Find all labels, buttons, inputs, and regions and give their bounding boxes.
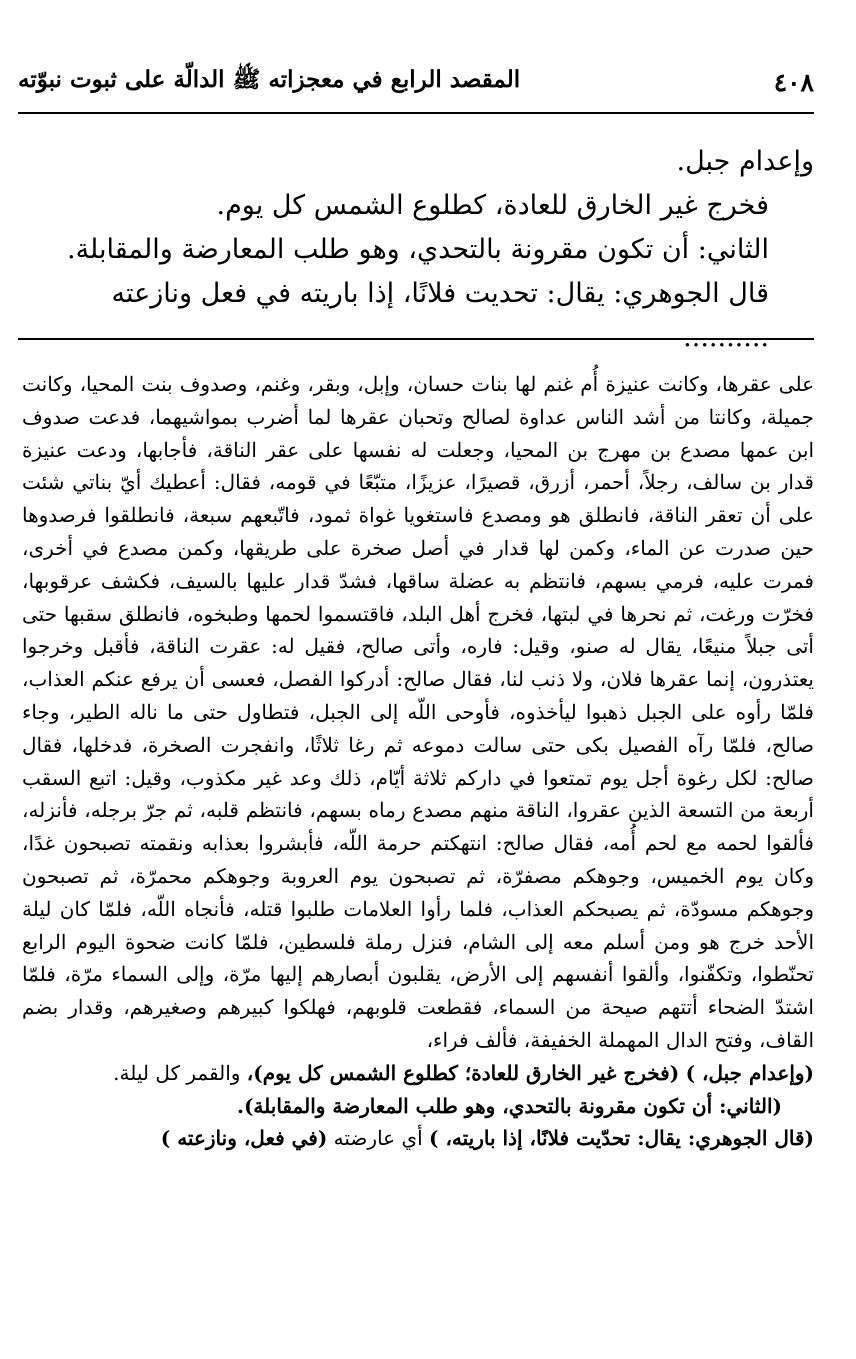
commentary	[22, 368, 814, 1155]
separator-rule	[18, 338, 814, 340]
running-title: المقصد الرابع في معجزاته ﷺ الدالّة على ثبوت نبوّته	[18, 66, 521, 93]
quoted-matn: (الثاني: أن تكون مقرونة بالتحدي، وهو طلب المعارضة والمقابلة).	[236, 1093, 782, 1118]
main-line: فخرج غير الخارق للعادة، كطلوع الشمس كل يوم.	[216, 190, 769, 221]
commentary-line	[22, 1057, 814, 1090]
commentary-text: والقمر كل ليلة.	[113, 1060, 241, 1085]
quoted-matn: (في فعل، ونازعته )	[160, 1126, 328, 1151]
commentary-text: أي عارضته	[333, 1126, 423, 1151]
page-header	[18, 60, 814, 104]
main-line: الثاني: أن تكون مقرونة بالتحدي، وهو طلب المعارضة والمقابلة.	[67, 234, 769, 265]
main-line: قال الجوهري: يقال: تحديت فلانًا، إذا باريته في فعل ونازعته ..........	[111, 278, 769, 353]
commentary-line	[22, 1090, 814, 1123]
quoted-matn: (وإعدام جبل، )	[685, 1060, 814, 1085]
page-number: ٤٠٨	[773, 67, 814, 97]
header-rule	[18, 112, 814, 114]
main-text	[24, 140, 814, 360]
quoted-matn: (قال الجوهري: يقال: تحدّيت فلانًا، إذا باريته، )	[429, 1126, 814, 1151]
commentary-body: على عقرها، وكانت عنيزة أُم غنم لها بنات حسان، وإبل، وبقر، وغنم، وصدوف بنت المحيا، وكانت جميلة، وكانتا من أشد الناس عداوة لصالح وتحبان عقرها لما أضرب بمواشيهما، فدعت صدوف ابن عمها مصدع بن مهرج بن المحيا، وجعلت له نفسها على عقر الناقة، فأجابها، ودعت عنيزة قدار بن سالف، رجلاً، أحمر، أزرق، قصيرًا، عزيزًا، متبّعًا في قومه، فقال: أعطيك أيّ بناتي شئت على أن تعقر الناقة، فانطلق هو ومصدع فاستغويا غواة ثمود، فاتّبعهم سبعة، فانطلقوا فرصدوها حين صدرت عن الماء، وكمن لها قدار في أصل صخرة على طريقها، وكمن مصدع في أخرى، فمرت عليه، فرمي بسهم، فانتظم به عضلة ساقها، فشدّ قدار عليها بالسيف، فكشف عرقوبها، فخرّت ورغت، ثم نحرها في لبتها، فخرج أهل البلد، فاقتسموا لحمها وطبخوه، فانطلق سقبها حتى أتى جبلاً منيعًا، يقال له صنو، وقيل: فاره، وأتى صالح، فقيل له: عقرت الناقة، فأقبل وخرجوا يعتذرون، إنما عقرها فلان، ولا ذنب لنا، فقال صالح: أدركوا الفصل، فعسى أن يرفع عنكم العذاب، فلمّا رأوه على الجبل ذهبوا ليأخذوه، فأوحى اللّه إلى الجبل، فتطاول حتى ما ناله الطير، وجاء صالح، فلمّا رآه الفصيل بكى حتى سالت دموعه ثم رغا ثلاثًا، وانفجرت الصخرة، فدخلها، فقال صالح: لكل رغوة أجل يوم تمتعوا في داركم ثلاثة أيّام، ذلك وعد غير مكذوب، وقيل: اتبع السقب أربعة من التسعة الذين عقروا، الناقة منهم مصدع رماه بسهم، فانتظم قلبه، ثم جرّ برجله، فأنزله، فألقوا لحمه مع لحم أُمه، فقال صالح: انتهكتم حرمة اللّه، فأبشروا بعذابه ونقمته تصبحون غدًا، وكان يوم الخميس، وجوهكم مصفرّة، ثم تصبحون يوم العروبة وجوهكم محمرّة، ثم تصبحون وجوهكم مسودّة، ثم يصبحكم العذاب، فلما رأوا العلامات طلبوا قتله، فأنجاه اللّه، فلمّا كان ليلة الأحد خرج هو ومن أسلم معه إلى الشام، فنزل رملة فلسطين، فلمّا كانت ضحوة اليوم الرابع تحنّطوا، وتكفّنوا، وألقوا أنفسهم إلى الأرض، يقلبون أبصارهم إليها مرّة، وإلى السماء مرّة، فلمّا اشتدّ الضحاء أتتهم صيحة من السماء، فقطعت قلوبهم، فهلكوا كبيرهم وصغيرهم، وقدار بضم القاف، وفتح الدال المهملة الخفيفة، فألف فراء،	[22, 372, 814, 1052]
main-line: وإعدام جبل.	[676, 146, 814, 177]
commentary-line	[22, 1122, 814, 1155]
quoted-matn: (فخرج غير الخارق للعادة؛ كطلوع الشمس كل يوم)،	[246, 1060, 680, 1085]
